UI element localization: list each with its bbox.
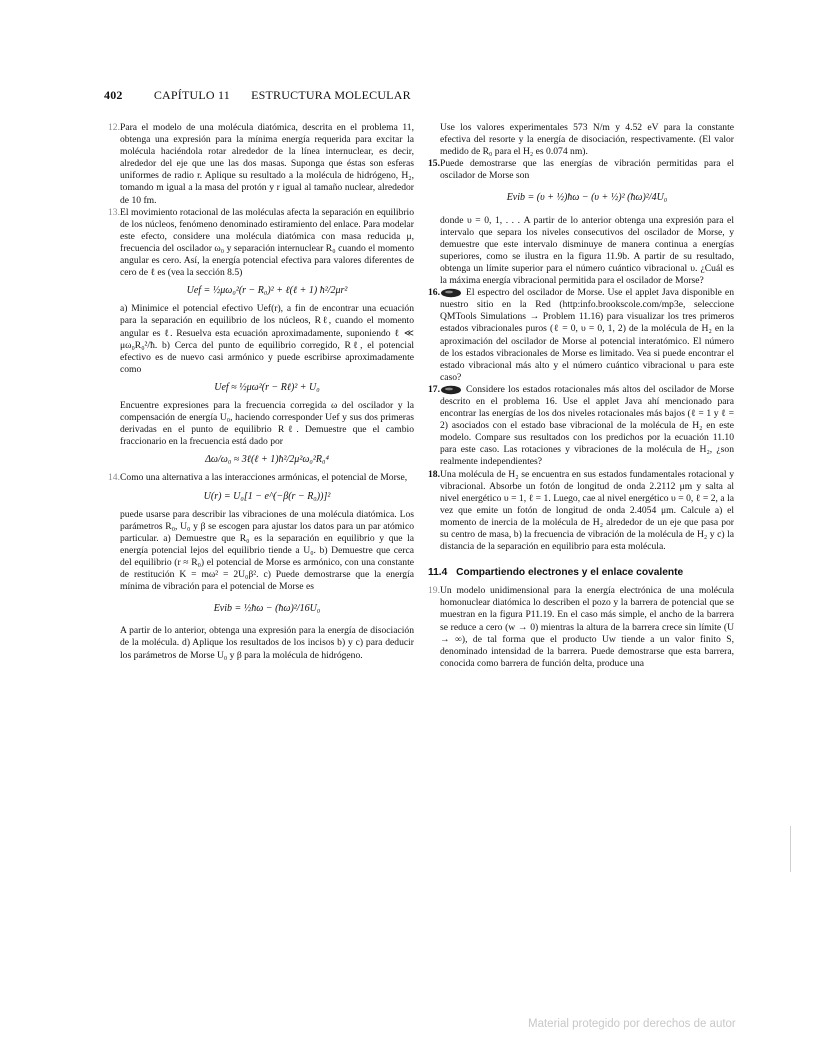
problem-17 <box>428 384 734 469</box>
problem-number: 14. <box>108 472 120 484</box>
problem-text: A partir de lo anterior, obtenga una expresión para la energía de disociación de la molécula. d) Aplique los resultados de los incisos b) y c) para deducir los parámetros de Morse U₀ y β para la molécula de hidrógeno. <box>120 625 414 661</box>
problem-number: 12. <box>108 122 120 133</box>
problem-13 <box>108 207 414 467</box>
section-heading <box>428 567 734 579</box>
problem-text-body: Considere los estados rotacionales más altos del oscilador de Morse descrito en el problema 16. Use el applet Java ahí mencionado para encontrar las energías de los dos niveles rotacionales más bajos (ℓ = 1 y ℓ = 2) asociados con el estado base vibracional de la molécula de H₂ en este modelo. Compare sus resultados con los predichos por la ecuación 11.10 para este caso. Las rotaciones y vibraciones de la molécula de H₂, ¿son realmente independientes? <box>440 383 734 468</box>
problem-text: Puede demostrarse que las energías de vibración permitidas para el oscilador de Morse son <box>440 158 734 182</box>
problem-15 <box>428 158 734 287</box>
left-column <box>108 122 414 662</box>
web-applet-icon <box>440 288 462 298</box>
problem-text: El movimiento rotacional de las moléculas afecta la separación en equilibrio de los núcleos, fenómeno denominado estiramiento del enlace. Para modelar este efecto, considere una molécula diatómica con masa reducida μ, frecuencia del oscilador ω₀ y separación internuclear R₀ cuando el momento angular es cero. Así, la energía potencial efectiva para valores diferentes de cero de ℓ es (vea la sección 8.5) <box>120 206 414 279</box>
problem-text <box>440 287 734 384</box>
problem-16 <box>428 287 734 384</box>
problem-text: Una molécula de H₂ se encuentra en sus estados fundamentales rotacional y vibracional. Absorbe un fotón de longitud de onda 2.2112 μm y salta al nivel energético υ = 1, ℓ = 1. Luego, cae al nivel energético υ = 0, ℓ = 2, a la vez que emite un fotón de longitud de onda 2.4054 μm. Calcule a) el momento de inercia de la molécula de H₂ alrededor de un eje que pasa por su centro de masa, b) la frecuencia de vibración de la molécula de H₂ y c) la distancia de la separación en equilibrio para esta molécula. <box>440 468 734 553</box>
problem-text: Encuentre expresiones para la frecuencia corregida ω del oscilador y la compensación de energía U₀, haciendo corresponder Uef y sus dos primeras derivadas en el punto de equilibrio Rℓ. Demuestre que el cambio fraccionario en la frecuencia está dado por <box>120 399 414 448</box>
web-applet-icon <box>440 385 462 395</box>
problem-text: Como una alternativa a las interacciones armónicas, el potencial de Morse, <box>120 472 408 484</box>
copyright-watermark: Material protegido por derechos de autor <box>528 1018 736 1030</box>
section-title: Compartiendo electrones y el enlace covalente <box>456 567 684 579</box>
equation: Evib = (υ + ½)ħω − (υ + ½)² (ħω)²/4U₀ <box>506 192 668 204</box>
section-number: 11.4 <box>428 567 448 579</box>
problem-text: donde υ = 0, 1, . . . A partir de lo anterior obtenga una expresión para el intervalo que separa los niveles consecutivos del oscilador de Morse, y demuestre que este intervalo disminuye de manera continua a energías superiores, como se ilustra en la figura 11.9b. A partir de su resultado, obtenga un límite superior para el número cuántico vibracional υ. ¿Cuál es la máxima energía vibracional permitida para el oscilador de Morse? <box>440 214 734 287</box>
problem-number: 15. <box>428 158 440 170</box>
problem-text: a) Minimice el potencial efectivo Uef(r), a fin de encontrar una ecuación para la separación en equilibrio de los núcleos, Rℓ, cuando el momento angular es ℓ. Resuelva esta ecuación aproximadamente, suponiendo ℓ ≪ μω₀R₀²/ħ. b) Cerca del punto de equilibrio corregido, Rℓ, el potencial efectivo es de nuevo casi armónico y puede escribirse aproximadamente como <box>120 303 414 375</box>
page-header <box>104 88 724 103</box>
chapter-label: CAPÍTULO 11 <box>153 88 230 102</box>
margin-line <box>790 826 791 872</box>
equation: Uef = ½μω₀²(r − R₀)² + ℓ(ℓ + 1) ħ²/2μr² <box>186 285 348 297</box>
chapter-title: ESTRUCTURA MOLECULAR <box>251 88 411 102</box>
equation: Δω/ω₀ ≈ 3ℓ(ℓ + 1)ħ²/2μ²ω₀²R₀⁴ <box>205 454 329 466</box>
problem-number: 19. <box>428 585 440 597</box>
page-number: 402 <box>104 88 123 102</box>
equation: Uef ≈ ½μω²(r − Rℓ)² + U₀ <box>214 381 320 393</box>
problem-text: Un modelo unidimensional para la energía electrónica de una molécula homonuclear diatómica lo describen el pozo y la barrera de potencial que se muestran en la figura P11.19. En el caso más simple, el ancho de la barrera se reduce a cero (w → 0) mientras la altura de la barrera crece sin límite (U → ∞), de tal forma que el producto Uw tiende a un valor finito S, denominado intensidad de la barrera. Puede demostrarse que esta barrera, conocida como barrera de función delta, produce una <box>440 585 734 669</box>
problem-14-continued <box>428 122 734 158</box>
problem-number: 18. <box>428 468 440 480</box>
problem-text: puede usarse para describir las vibraciones de una molécula diatómica. Los parámetros R₀, U₀ y β se escogen para ajustar los datos para un par atómico particular. a) Demuestre que R₀ es la separación en equilibrio y que la energía potencial lejos del equilibrio tiende a U₀. b) Demuestre que cerca del equilibrio (r ≈ R₀) el potencial de Morse es armónico, con una constante de restitución K = mω² = 2U₀β². c) Puede demostrarse que la energía mínima de vibración para el potencial de Morse es <box>120 508 414 593</box>
problem-text-body: El espectro del oscilador de Morse. Use el applet Java disponible en nuestro sitio en la Red (http:info.brookscole.com/mp3e, seleccione QMTools Simulations → Problem 11.16) para visualizar los tres primeros estados vibracionales puros (ℓ = 0, υ = 0, 1, 2) de la molécula de H₂ en la aproximación del oscilador de Morse al potencial interatómico. El número de los estados vibracionales de Morse es limitado. Vea si puede encontrar el estado vibracional más alto y el número cuántico vibracional υ para este caso? <box>440 287 734 383</box>
problem-text: Para el modelo de una molécula diatómica, descrita en el problema 11, obtenga una expresión para la mínima energía requerida para excitar la molécula haciéndola rotar alrededor de la línea internuclear, es decir, alrededor del eje que une las dos masas. Suponga que éstas son esferas uniformes de radio r. Aplique su resultado a la molécula de hidrógeno, H₂, tomando m igual a la masa del protón y r igual al tamaño nuclear, alrededor de 10 fm. <box>120 122 414 206</box>
problem-19 <box>428 585 734 670</box>
problem-number: 17. <box>428 383 440 395</box>
problem-14 <box>108 472 414 661</box>
equation: Evib = ½ħω − (ħω)²/16U₀ <box>213 603 321 615</box>
problem-number: 16. <box>428 287 440 299</box>
problem-12 <box>108 122 414 207</box>
equation: U(r) = U₀[1 − e^(−β(r − R₀))]² <box>203 490 331 502</box>
problem-18 <box>428 469 734 554</box>
problem-text: Use los valores experimentales 573 N/m y 4.52 eV para la constante efectiva del resorte y la energía de disociación, respectivamente. (El valor medido de R₀ para el H₂ es 0.074 nm). <box>440 122 734 158</box>
problem-text <box>440 384 734 469</box>
right-column <box>428 122 734 670</box>
problem-number: 13. <box>108 206 120 218</box>
